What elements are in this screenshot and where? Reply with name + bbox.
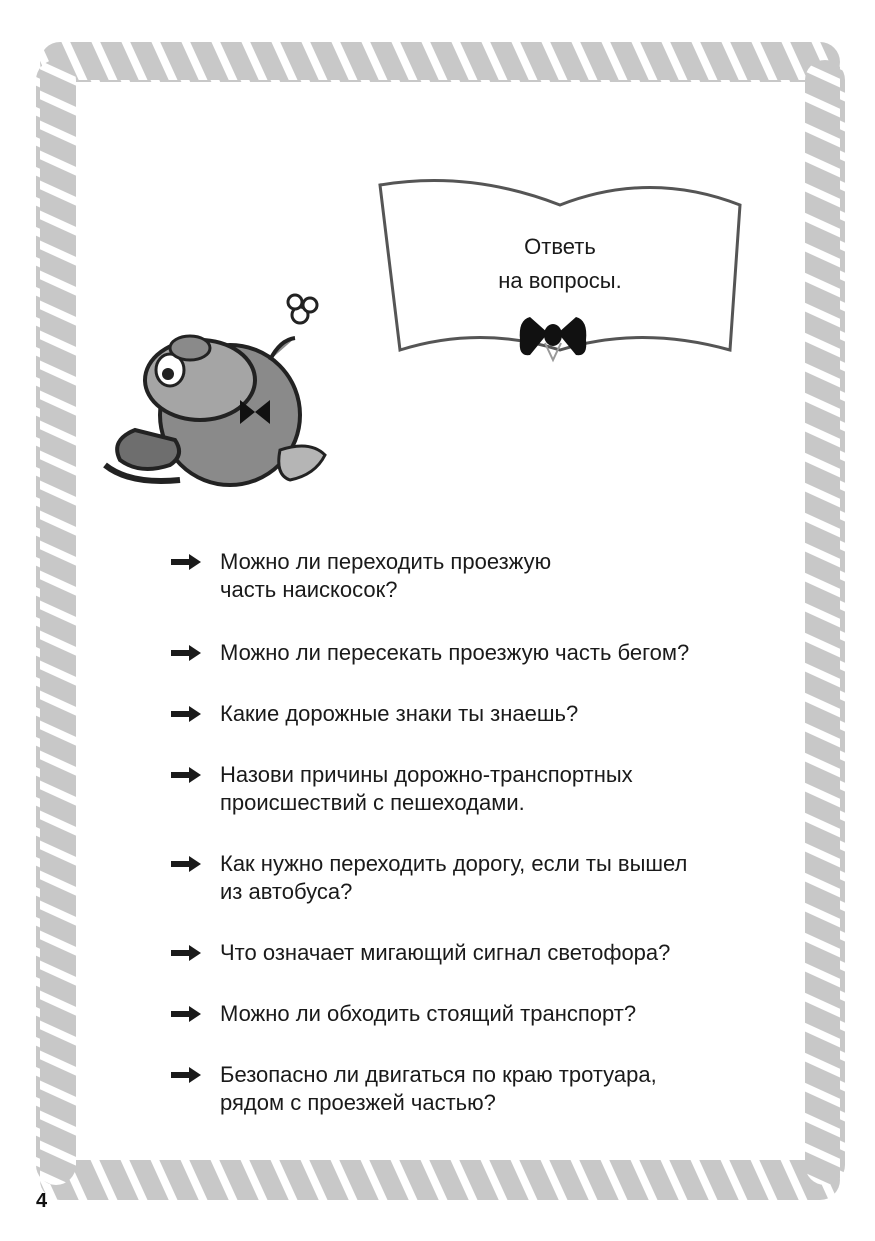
question-list [165,548,815,1117]
question-text: Какие дорожные знаки ты знаешь? [220,701,579,726]
question-item [165,850,815,906]
arrow-right-icon [169,765,203,785]
question-item [165,1000,815,1028]
question-item [165,1061,815,1117]
question-item [165,639,815,667]
arrow-right-icon [169,943,203,963]
question-item [165,939,815,967]
arrow-right-icon [169,643,203,663]
arrow-right-icon [169,704,203,724]
question-text: Можно ли обходить стоящий транспорт? [220,1001,637,1026]
question-text: Безопасно ли двигаться по краю тротуара, рядом с проезжей частью? [220,1062,657,1115]
arrow-right-icon [169,1065,203,1085]
mascot-character-icon [90,290,340,510]
page-number: 4 [36,1190,48,1212]
arrow-right-icon [169,552,203,572]
book-sign-subtitle: на вопросы. [498,268,622,293]
book-sign-title: Ответь [524,234,596,259]
arrow-right-icon [169,1004,203,1024]
question-item [165,700,815,728]
question-item [165,548,815,604]
question-text: Можно ли переходить проезжую часть наискосок? [220,549,552,602]
question-text: Как нужно переходить дорогу, если ты вышел из автобуса? [220,851,688,904]
question-text: Назови причины дорожно-транспортных происшествий с пешеходами. [220,762,633,815]
question-text: Можно ли пересекать проезжую часть бегом? [220,640,690,665]
question-text: Что означает мигающий сигнал светофора? [220,940,671,965]
question-item [165,761,815,817]
arrow-right-icon [169,854,203,874]
